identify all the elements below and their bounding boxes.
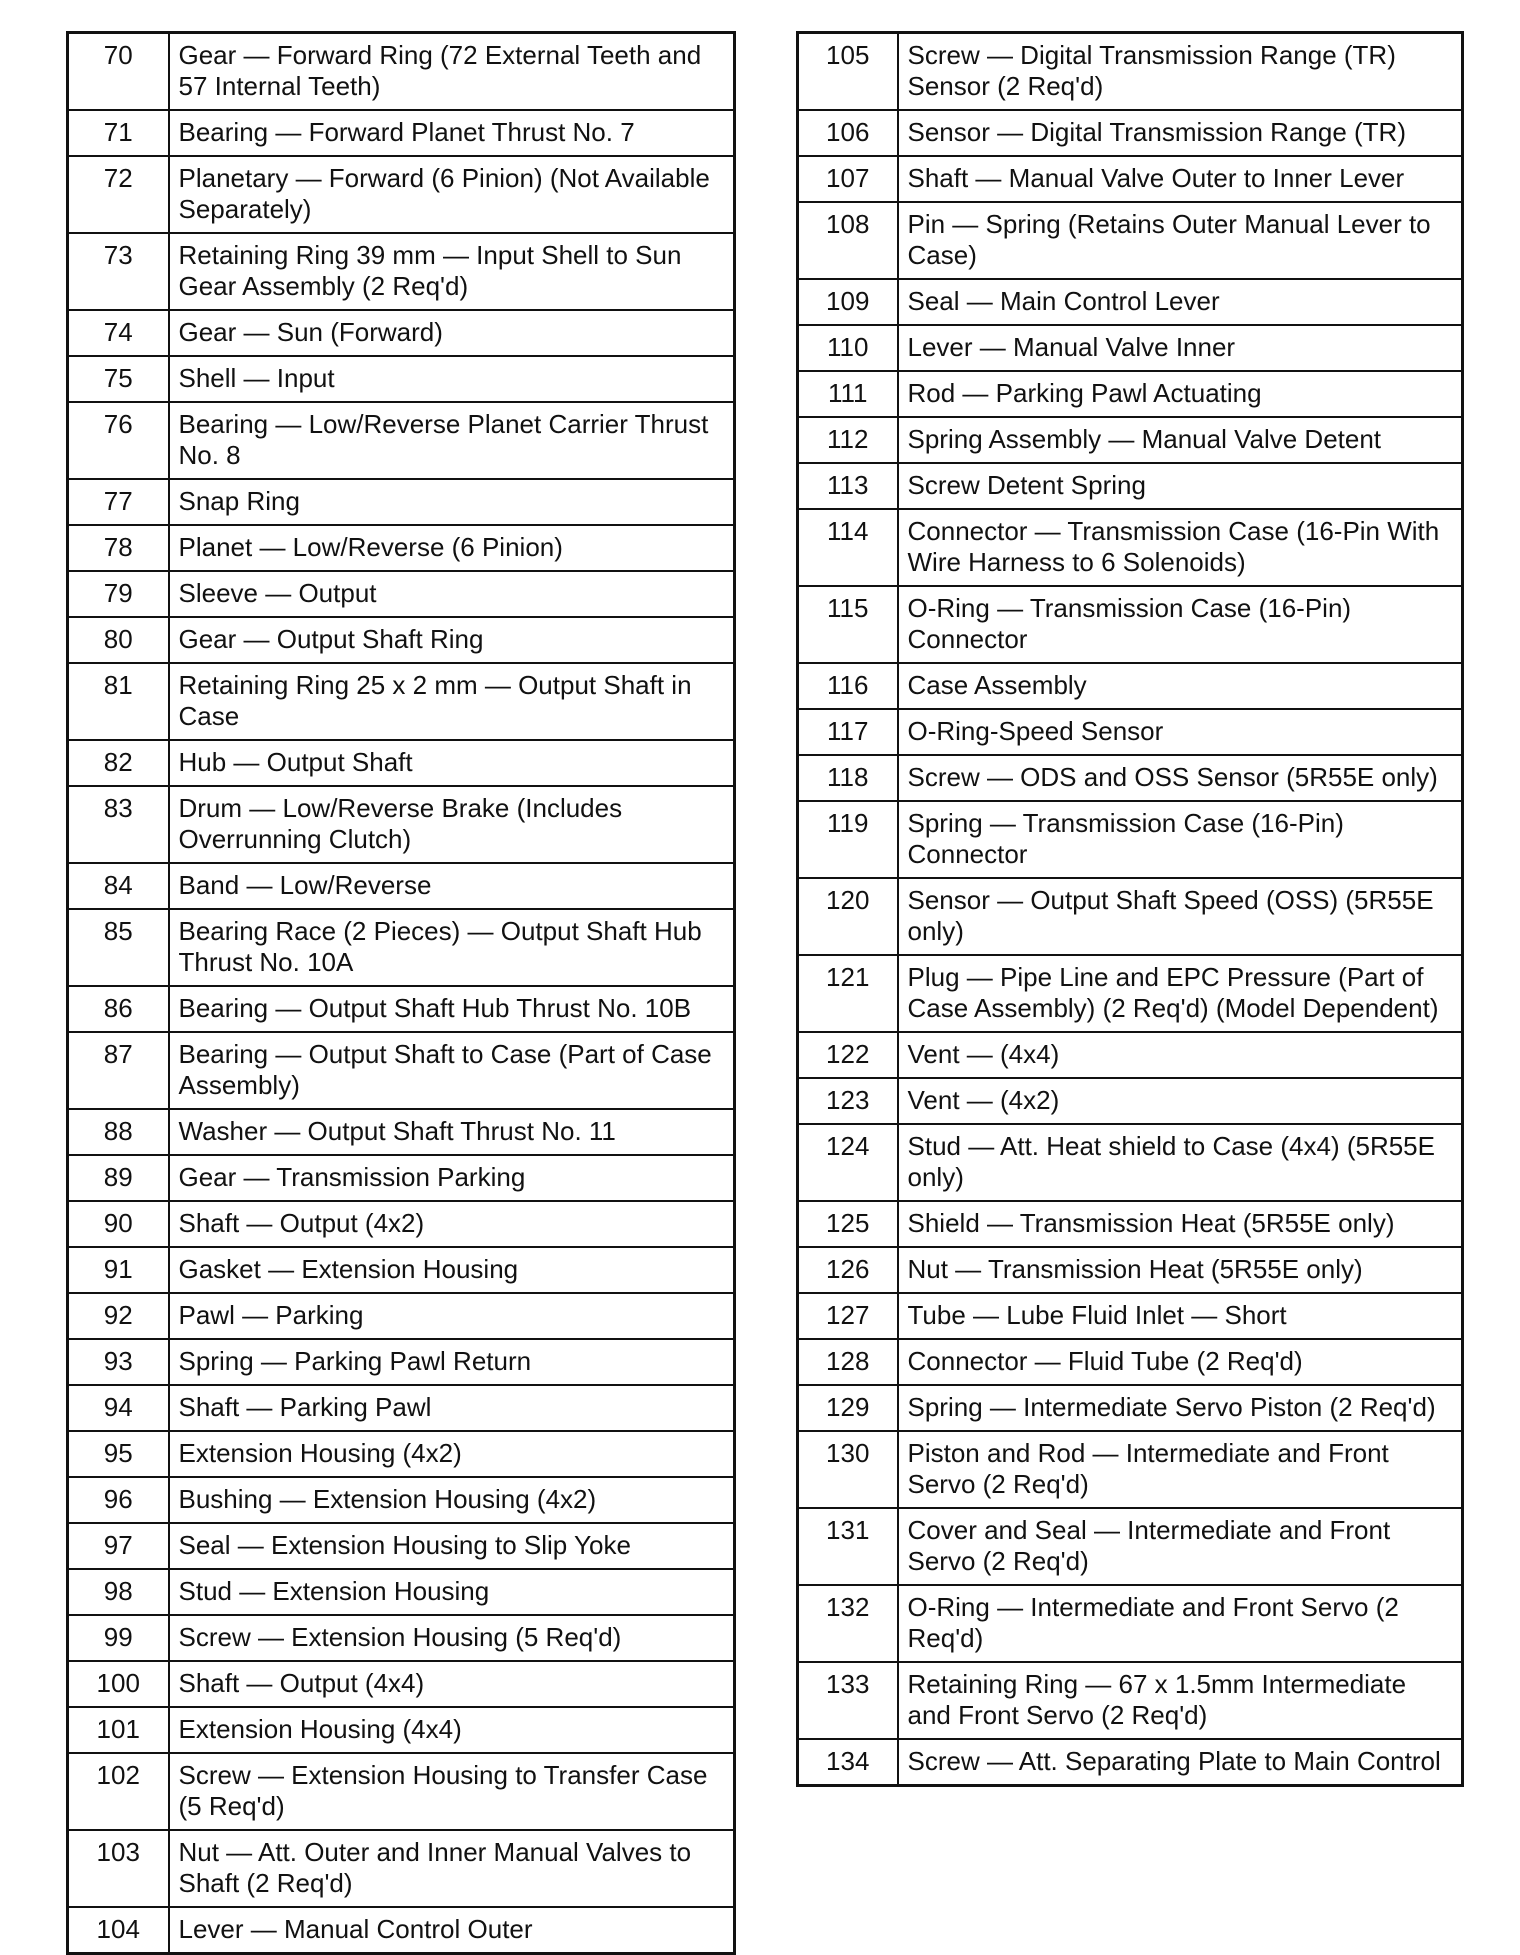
table-row	[68, 110, 735, 156]
part-description: Spring — Intermediate Servo Piston (2 Req'd)	[898, 1385, 1463, 1431]
part-description: Gear — Transmission Parking	[169, 1155, 735, 1201]
part-number: 95	[68, 1431, 169, 1477]
part-description: Spring — Transmission Case (16-Pin) Connector	[898, 801, 1463, 878]
table-row	[798, 1585, 1463, 1662]
part-description: Bearing — Output Shaft to Case (Part of Case Assembly)	[169, 1032, 735, 1109]
table-row	[68, 986, 735, 1032]
table-row	[68, 1707, 735, 1753]
part-number: 81	[68, 663, 169, 740]
part-number: 91	[68, 1247, 169, 1293]
part-number: 75	[68, 356, 169, 402]
part-number: 85	[68, 909, 169, 986]
table-row	[798, 1508, 1463, 1585]
table-row	[68, 156, 735, 233]
table-row	[68, 740, 735, 786]
part-description: Vent — (4x4)	[898, 1032, 1463, 1078]
part-description: Planetary — Forward (6 Pinion) (Not Available Separately)	[169, 156, 735, 233]
table-row	[798, 1078, 1463, 1124]
table-row	[798, 279, 1463, 325]
table-row	[798, 801, 1463, 878]
table-row	[798, 1032, 1463, 1078]
part-number: 129	[798, 1385, 898, 1431]
table-row	[68, 1477, 735, 1523]
part-number: 117	[798, 709, 898, 755]
part-number: 124	[798, 1124, 898, 1201]
table-row	[798, 663, 1463, 709]
part-description: Gear — Output Shaft Ring	[169, 617, 735, 663]
part-number: 101	[68, 1707, 169, 1753]
part-number: 132	[798, 1585, 898, 1662]
table-row	[68, 1753, 735, 1830]
table-row	[68, 1201, 735, 1247]
table-row	[68, 1293, 735, 1339]
part-number: 74	[68, 310, 169, 356]
part-description: Shaft — Output (4x2)	[169, 1201, 735, 1247]
part-description: Stud — Att. Heat shield to Case (4x4) (5R55E only)	[898, 1124, 1463, 1201]
parts-table-left	[66, 31, 736, 1955]
part-number: 96	[68, 1477, 169, 1523]
part-description: Stud — Extension Housing	[169, 1569, 735, 1615]
part-description: Lever — Manual Valve Inner	[898, 325, 1463, 371]
table-row	[798, 33, 1463, 111]
part-description: Gasket — Extension Housing	[169, 1247, 735, 1293]
part-description: Washer — Output Shaft Thrust No. 11	[169, 1109, 735, 1155]
part-description: Retaining Ring 25 x 2 mm — Output Shaft in Case	[169, 663, 735, 740]
part-number: 109	[798, 279, 898, 325]
part-description: Screw Detent Spring	[898, 463, 1463, 509]
part-number: 73	[68, 233, 169, 310]
part-number: 72	[68, 156, 169, 233]
table-row	[68, 1109, 735, 1155]
part-number: 87	[68, 1032, 169, 1109]
part-number: 102	[68, 1753, 169, 1830]
part-description: Bushing — Extension Housing (4x2)	[169, 1477, 735, 1523]
part-description: Rod — Parking Pawl Actuating	[898, 371, 1463, 417]
part-description: Nut — Att. Outer and Inner Manual Valves to Shaft (2 Req'd)	[169, 1830, 735, 1907]
part-description: Retaining Ring 39 mm — Input Shell to Sun Gear Assembly (2 Req'd)	[169, 233, 735, 310]
part-number: 78	[68, 525, 169, 571]
part-description: Screw — ODS and OSS Sensor (5R55E only)	[898, 755, 1463, 801]
part-description: Screw — Extension Housing (5 Req'd)	[169, 1615, 735, 1661]
table-row	[798, 1385, 1463, 1431]
part-description: Vent — (4x2)	[898, 1078, 1463, 1124]
part-number: 86	[68, 986, 169, 1032]
part-description: Seal — Main Control Lever	[898, 279, 1463, 325]
parts-table-right-body	[798, 33, 1463, 1786]
part-description: Screw — Extension Housing to Transfer Case (5 Req'd)	[169, 1753, 735, 1830]
part-number: 112	[798, 417, 898, 463]
table-row	[798, 755, 1463, 801]
part-description: Planet — Low/Reverse (6 Pinion)	[169, 525, 735, 571]
table-row	[798, 955, 1463, 1032]
part-number: 76	[68, 402, 169, 479]
part-number: 115	[798, 586, 898, 663]
part-number: 88	[68, 1109, 169, 1155]
part-description: Bearing — Low/Reverse Planet Carrier Thrust No. 8	[169, 402, 735, 479]
part-number: 93	[68, 1339, 169, 1385]
part-number: 116	[798, 663, 898, 709]
table-row	[68, 402, 735, 479]
part-number: 126	[798, 1247, 898, 1293]
table-row	[68, 863, 735, 909]
table-row	[68, 1247, 735, 1293]
part-number: 80	[68, 617, 169, 663]
part-number: 114	[798, 509, 898, 586]
table-row	[68, 663, 735, 740]
part-number: 110	[798, 325, 898, 371]
part-number: 120	[798, 878, 898, 955]
table-row	[798, 709, 1463, 755]
table-row	[798, 1431, 1463, 1508]
part-number: 127	[798, 1293, 898, 1339]
part-number: 122	[798, 1032, 898, 1078]
table-row	[798, 1247, 1463, 1293]
part-number: 108	[798, 202, 898, 279]
table-row	[68, 1830, 735, 1907]
part-description: Sensor — Output Shaft Speed (OSS) (5R55E only)	[898, 878, 1463, 955]
part-number: 97	[68, 1523, 169, 1569]
part-description: Shaft — Parking Pawl	[169, 1385, 735, 1431]
part-description: Connector — Transmission Case (16-Pin With Wire Harness to 6 Solenoids)	[898, 509, 1463, 586]
part-description: Band — Low/Reverse	[169, 863, 735, 909]
part-number: 89	[68, 1155, 169, 1201]
parts-table-right	[796, 31, 1464, 1787]
part-description: Plug — Pipe Line and EPC Pressure (Part of Case Assembly) (2 Req'd) (Model Dependent)	[898, 955, 1463, 1032]
part-number: 83	[68, 786, 169, 863]
table-row	[798, 1662, 1463, 1739]
part-description: Extension Housing (4x4)	[169, 1707, 735, 1753]
part-description: Connector — Fluid Tube (2 Req'd)	[898, 1339, 1463, 1385]
table-row	[798, 110, 1463, 156]
table-row	[798, 463, 1463, 509]
table-row	[68, 1569, 735, 1615]
table-row	[68, 1523, 735, 1569]
part-description: Tube — Lube Fluid Inlet — Short	[898, 1293, 1463, 1339]
table-row	[68, 356, 735, 402]
part-number: 104	[68, 1907, 169, 1954]
part-description: Retaining Ring — 67 x 1.5mm Intermediate and Front Servo (2 Req'd)	[898, 1662, 1463, 1739]
part-number: 130	[798, 1431, 898, 1508]
part-description: Screw — Att. Separating Plate to Main Control	[898, 1739, 1463, 1786]
part-number: 113	[798, 463, 898, 509]
part-number: 94	[68, 1385, 169, 1431]
table-row	[798, 1201, 1463, 1247]
part-description: Case Assembly	[898, 663, 1463, 709]
part-number: 98	[68, 1569, 169, 1615]
table-row	[68, 479, 735, 525]
part-description: Shaft — Output (4x4)	[169, 1661, 735, 1707]
part-description: O-Ring — Transmission Case (16-Pin) Connector	[898, 586, 1463, 663]
part-description: Extension Housing (4x2)	[169, 1431, 735, 1477]
table-row	[68, 909, 735, 986]
part-number: 118	[798, 755, 898, 801]
part-description: Drum — Low/Reverse Brake (Includes Overrunning Clutch)	[169, 786, 735, 863]
table-row	[798, 417, 1463, 463]
part-number: 79	[68, 571, 169, 617]
part-number: 99	[68, 1615, 169, 1661]
table-row	[68, 1907, 735, 1954]
part-description: Pin — Spring (Retains Outer Manual Lever to Case)	[898, 202, 1463, 279]
part-description: Shaft — Manual Valve Outer to Inner Lever	[898, 156, 1463, 202]
part-description: Bearing Race (2 Pieces) — Output Shaft Hub Thrust No. 10A	[169, 909, 735, 986]
part-number: 92	[68, 1293, 169, 1339]
part-number: 71	[68, 110, 169, 156]
parts-table-left-body	[68, 33, 735, 1954]
part-description: Piston and Rod — Intermediate and Front Servo (2 Req'd)	[898, 1431, 1463, 1508]
part-number: 125	[798, 1201, 898, 1247]
part-number: 111	[798, 371, 898, 417]
table-row	[68, 525, 735, 571]
part-description: Snap Ring	[169, 479, 735, 525]
table-row	[68, 1032, 735, 1109]
part-description: Cover and Seal — Intermediate and Front Servo (2 Req'd)	[898, 1508, 1463, 1585]
part-description: Gear — Forward Ring (72 External Teeth and 57 Internal Teeth)	[169, 33, 735, 111]
part-description: Nut — Transmission Heat (5R55E only)	[898, 1247, 1463, 1293]
part-description: O-Ring — Intermediate and Front Servo (2 Req'd)	[898, 1585, 1463, 1662]
part-description: Sensor — Digital Transmission Range (TR)	[898, 110, 1463, 156]
part-description: Hub — Output Shaft	[169, 740, 735, 786]
part-number: 133	[798, 1662, 898, 1739]
part-number: 107	[798, 156, 898, 202]
part-number: 84	[68, 863, 169, 909]
table-row	[68, 571, 735, 617]
part-description: Shell — Input	[169, 356, 735, 402]
table-row	[798, 509, 1463, 586]
table-row	[68, 33, 735, 111]
part-description: Screw — Digital Transmission Range (TR) Sensor (2 Req'd)	[898, 33, 1463, 111]
table-row	[798, 1339, 1463, 1385]
table-row	[68, 1155, 735, 1201]
table-row	[798, 586, 1463, 663]
table-row	[68, 1431, 735, 1477]
part-description: Sleeve — Output	[169, 571, 735, 617]
table-row	[68, 1615, 735, 1661]
table-row	[68, 617, 735, 663]
part-description: Shield — Transmission Heat (5R55E only)	[898, 1201, 1463, 1247]
part-description: O-Ring-Speed Sensor	[898, 709, 1463, 755]
part-number: 70	[68, 33, 169, 111]
part-number: 77	[68, 479, 169, 525]
part-number: 106	[798, 110, 898, 156]
part-description: Bearing — Output Shaft Hub Thrust No. 10B	[169, 986, 735, 1032]
table-row	[798, 878, 1463, 955]
part-description: Lever — Manual Control Outer	[169, 1907, 735, 1954]
part-description: Spring Assembly — Manual Valve Detent	[898, 417, 1463, 463]
part-number: 90	[68, 1201, 169, 1247]
table-row	[68, 1385, 735, 1431]
part-description: Spring — Parking Pawl Return	[169, 1339, 735, 1385]
table-row	[68, 1339, 735, 1385]
part-number: 119	[798, 801, 898, 878]
part-number: 121	[798, 955, 898, 1032]
part-number: 123	[798, 1078, 898, 1124]
part-number: 100	[68, 1661, 169, 1707]
table-row	[68, 1661, 735, 1707]
table-row	[798, 1293, 1463, 1339]
part-number: 128	[798, 1339, 898, 1385]
part-description: Pawl — Parking	[169, 1293, 735, 1339]
table-row	[798, 1124, 1463, 1201]
table-row	[798, 371, 1463, 417]
table-row	[798, 156, 1463, 202]
part-number: 82	[68, 740, 169, 786]
table-row	[798, 325, 1463, 371]
part-number: 103	[68, 1830, 169, 1907]
table-row	[798, 1739, 1463, 1786]
part-description: Gear — Sun (Forward)	[169, 310, 735, 356]
table-row	[68, 310, 735, 356]
part-description: Bearing — Forward Planet Thrust No. 7	[169, 110, 735, 156]
table-row	[68, 786, 735, 863]
part-number: 131	[798, 1508, 898, 1585]
part-number: 134	[798, 1739, 898, 1786]
part-number: 105	[798, 33, 898, 111]
part-description: Seal — Extension Housing to Slip Yoke	[169, 1523, 735, 1569]
table-row	[68, 233, 735, 310]
table-row	[798, 202, 1463, 279]
